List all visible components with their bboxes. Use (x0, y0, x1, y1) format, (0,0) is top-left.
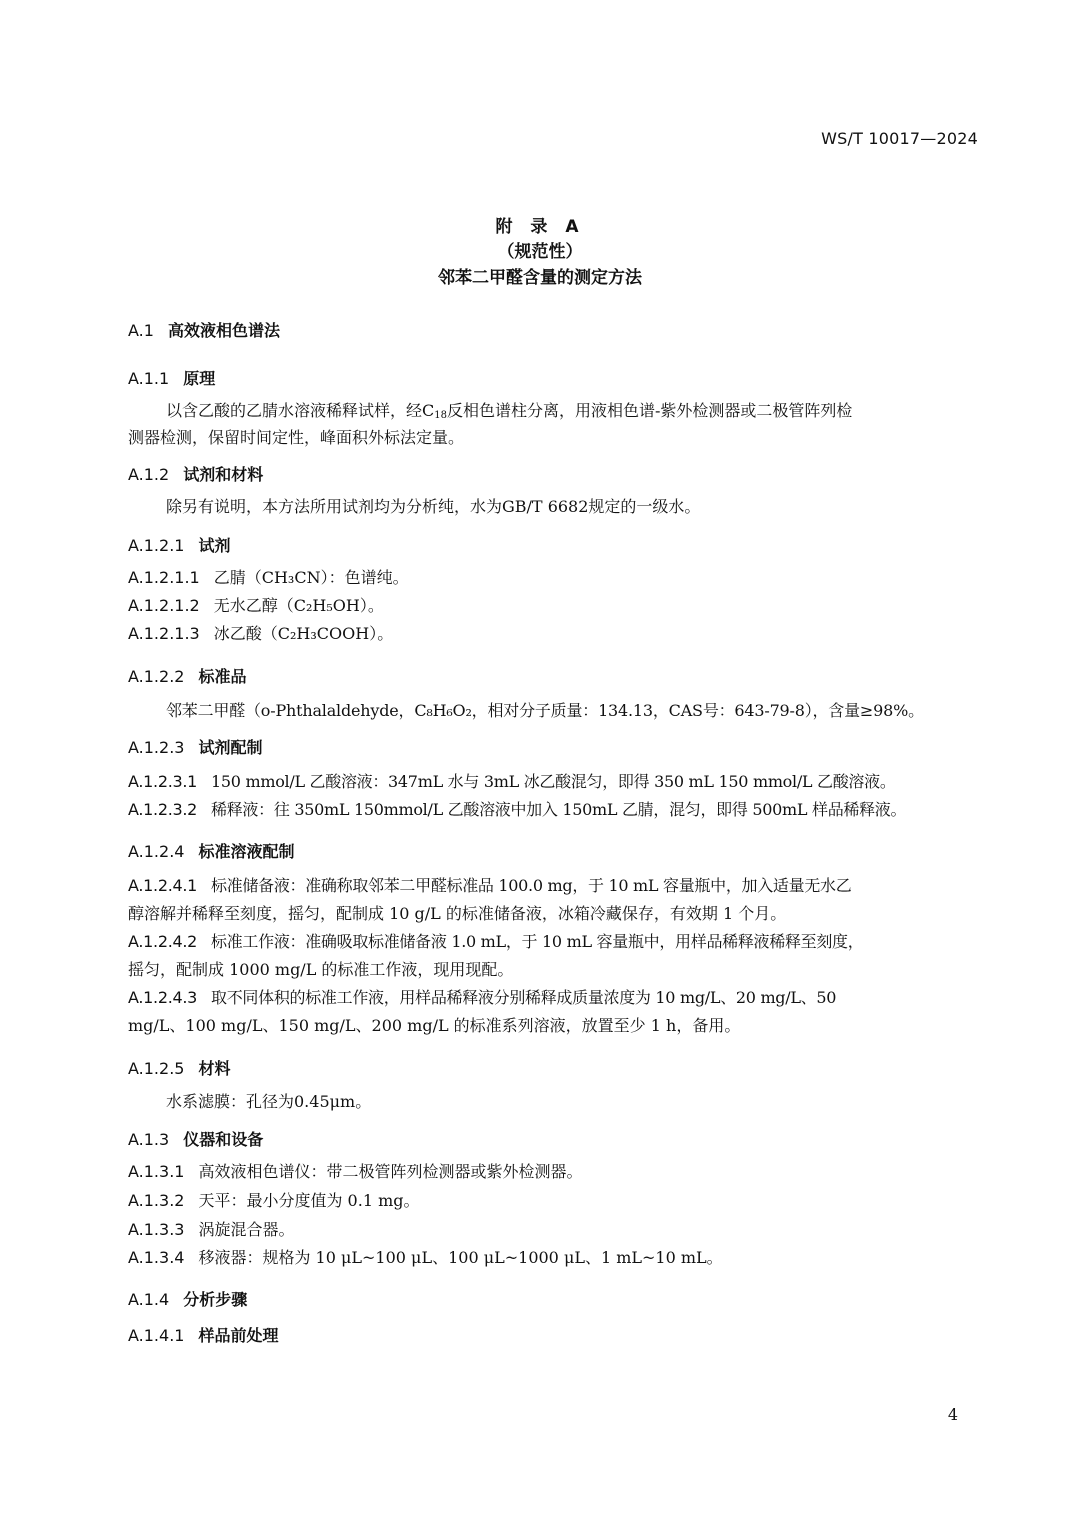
paragraph-standard: 邻苯二甲醛（o-Phthalaldehyde，C₈H₆O₂，相对分子质量：134.13，CAS号：643-79-8），含量≥98%。 (166, 701, 924, 720)
item-a1213 (128, 620, 978, 648)
item-number: A.1.3.3 (128, 1220, 185, 1239)
item-text: 涡旋混合器。 (198, 1220, 295, 1239)
heading-number: A.1.3 (128, 1130, 170, 1149)
heading-number: A.1 (128, 321, 154, 340)
heading-number: A.1.4 (128, 1290, 170, 1309)
heading-title: 试剂 (198, 536, 231, 555)
heading-title: 标准溶液配制 (198, 842, 295, 861)
item-a1232 (128, 796, 978, 824)
heading-title: 分析步骤 (183, 1290, 248, 1309)
heading-a1 (128, 318, 280, 341)
subscript: 18 (434, 410, 447, 421)
paragraph-reagents-note: 除另有说明，本方法所用试剂均为分析纯，水为GB/T 6682规定的一级水。 (166, 497, 701, 516)
item-number: A.1.2.3.2 (128, 800, 198, 819)
item-text: 移液器：规格为 10 μL~100 μL、100 μL~1000 μL、1 mL~10 mL。 (198, 1248, 723, 1267)
appendix-name: 邻苯二甲醛含量的测定方法 (438, 268, 642, 288)
item-a134 (128, 1244, 978, 1272)
heading-title: 高效液相色谱法 (167, 321, 280, 340)
item-text: 无水乙醇（C₂H₅OH）。 (213, 596, 384, 615)
heading-a12 (128, 462, 263, 485)
item-number: A.1.2.3.1 (128, 772, 198, 791)
item-number: A.1.2.1.1 (128, 568, 200, 587)
item-number: A.1.2.1.3 (128, 624, 200, 643)
item-text: 标准储备液：准确称取邻苯二甲醛标准品 100.0 mg，于 10 mL 容量瓶中，加入适量无水乙 (211, 876, 852, 895)
item-a1211 (128, 564, 978, 592)
item-a1212 (128, 592, 978, 620)
item-a1242-cont: 摇匀，配制成 1000 mg/L 的标准工作液，现用现配。 (128, 960, 514, 979)
item-a1241 (128, 872, 978, 900)
standard-number: WS/T 10017—2024 (821, 129, 978, 148)
item-text: 150 mmol/L 乙酸溶液：347mL 水与 3mL 冰乙酸混匀，即得 350 mL 150 mmol/L 乙酸溶液。 (211, 772, 896, 791)
heading-a122 (128, 664, 246, 687)
heading-a125 (128, 1056, 230, 1079)
heading-number: A.1.2.4 (128, 842, 185, 861)
paragraph-material: 水系滤膜：孔径为0.45μm。 (166, 1092, 372, 1111)
item-a1243-cont: mg/L、100 mg/L、150 mg/L、200 mg/L 的标准系列溶液，放置至少 1 h，备用。 (128, 1016, 741, 1035)
paragraph-principle (166, 397, 978, 425)
item-a1243 (128, 984, 978, 1012)
heading-a13 (128, 1127, 263, 1150)
heading-title: 材料 (198, 1059, 231, 1078)
item-a1231 (128, 768, 978, 796)
item-number: A.1.3.1 (128, 1162, 185, 1181)
item-text: 冰乙酸（C₂H₃COOH）。 (213, 624, 394, 643)
heading-title: 样品前处理 (198, 1326, 279, 1345)
item-number: A.1.2.4.3 (128, 988, 198, 1007)
item-number: A.1.2.4.1 (128, 876, 198, 895)
item-text: 标准工作液：准确吸取标准储备液 1.0 mL，于 10 mL 容量瓶中，用样品稀释液稀释至刻度， (211, 932, 864, 951)
item-number: A.1.3.2 (128, 1191, 185, 1210)
heading-title: 标准品 (198, 667, 247, 686)
item-a131 (128, 1158, 978, 1186)
heading-a14 (128, 1287, 247, 1310)
item-a1241-cont: 醇溶解并稀释至刻度，摇匀，配制成 10 g/L 的标准储备液，冰箱冷藏保存，有效期 1 个月。 (128, 904, 787, 923)
item-a1242 (128, 928, 978, 956)
text: 以含乙酸的乙腈水溶液稀释试样，经C (166, 401, 435, 420)
appendix-title: 附 录 A (495, 217, 585, 237)
heading-title: 试剂和材料 (183, 465, 264, 484)
heading-a121 (128, 533, 230, 556)
item-number: A.1.2.4.2 (128, 932, 198, 951)
heading-number: A.1.2 (128, 465, 170, 484)
page-number: 4 (947, 1405, 958, 1424)
appendix-type: （规范性） (497, 242, 583, 262)
paragraph-principle-cont: 测器检测，保留时间定性，峰面积外标法定量。 (128, 428, 465, 447)
heading-number: A.1.2.2 (128, 667, 185, 686)
heading-a11 (128, 366, 215, 389)
item-text: 取不同体积的标准工作液，用样品稀释液分别稀释成质量浓度为 10 mg/L、20 mg/L、50 (211, 988, 837, 1007)
heading-a124 (128, 839, 294, 862)
heading-title: 原理 (183, 369, 216, 388)
item-text: 稀释液：往 350mL 150mmol/L 乙酸溶液中加入 150mL 乙腈，混匀，即得 500mL 样品稀释液。 (211, 800, 907, 819)
heading-a123 (128, 735, 262, 758)
item-number: A.1.3.4 (128, 1248, 185, 1267)
item-text: 高效液相色谱仪：带二极管阵列检测器或紫外检测器。 (198, 1162, 583, 1181)
item-text: 乙腈（CH₃CN）：色谱纯。 (213, 568, 409, 587)
heading-number: A.1.2.5 (128, 1059, 185, 1078)
text: 反相色谱柱分离，用液相色谱-紫外检测器或二极管阵列检 (446, 401, 853, 420)
item-a133 (128, 1216, 978, 1244)
item-a132 (128, 1187, 978, 1215)
heading-a141 (128, 1323, 278, 1346)
item-text: 天平：最小分度值为 0.1 mg。 (198, 1191, 420, 1210)
heading-number: A.1.1 (128, 369, 170, 388)
heading-title: 试剂配制 (198, 738, 263, 757)
heading-title: 仪器和设备 (183, 1130, 264, 1149)
heading-number: A.1.2.3 (128, 738, 185, 757)
heading-number: A.1.2.1 (128, 536, 185, 555)
item-number: A.1.2.1.2 (128, 596, 200, 615)
heading-number: A.1.4.1 (128, 1326, 185, 1345)
